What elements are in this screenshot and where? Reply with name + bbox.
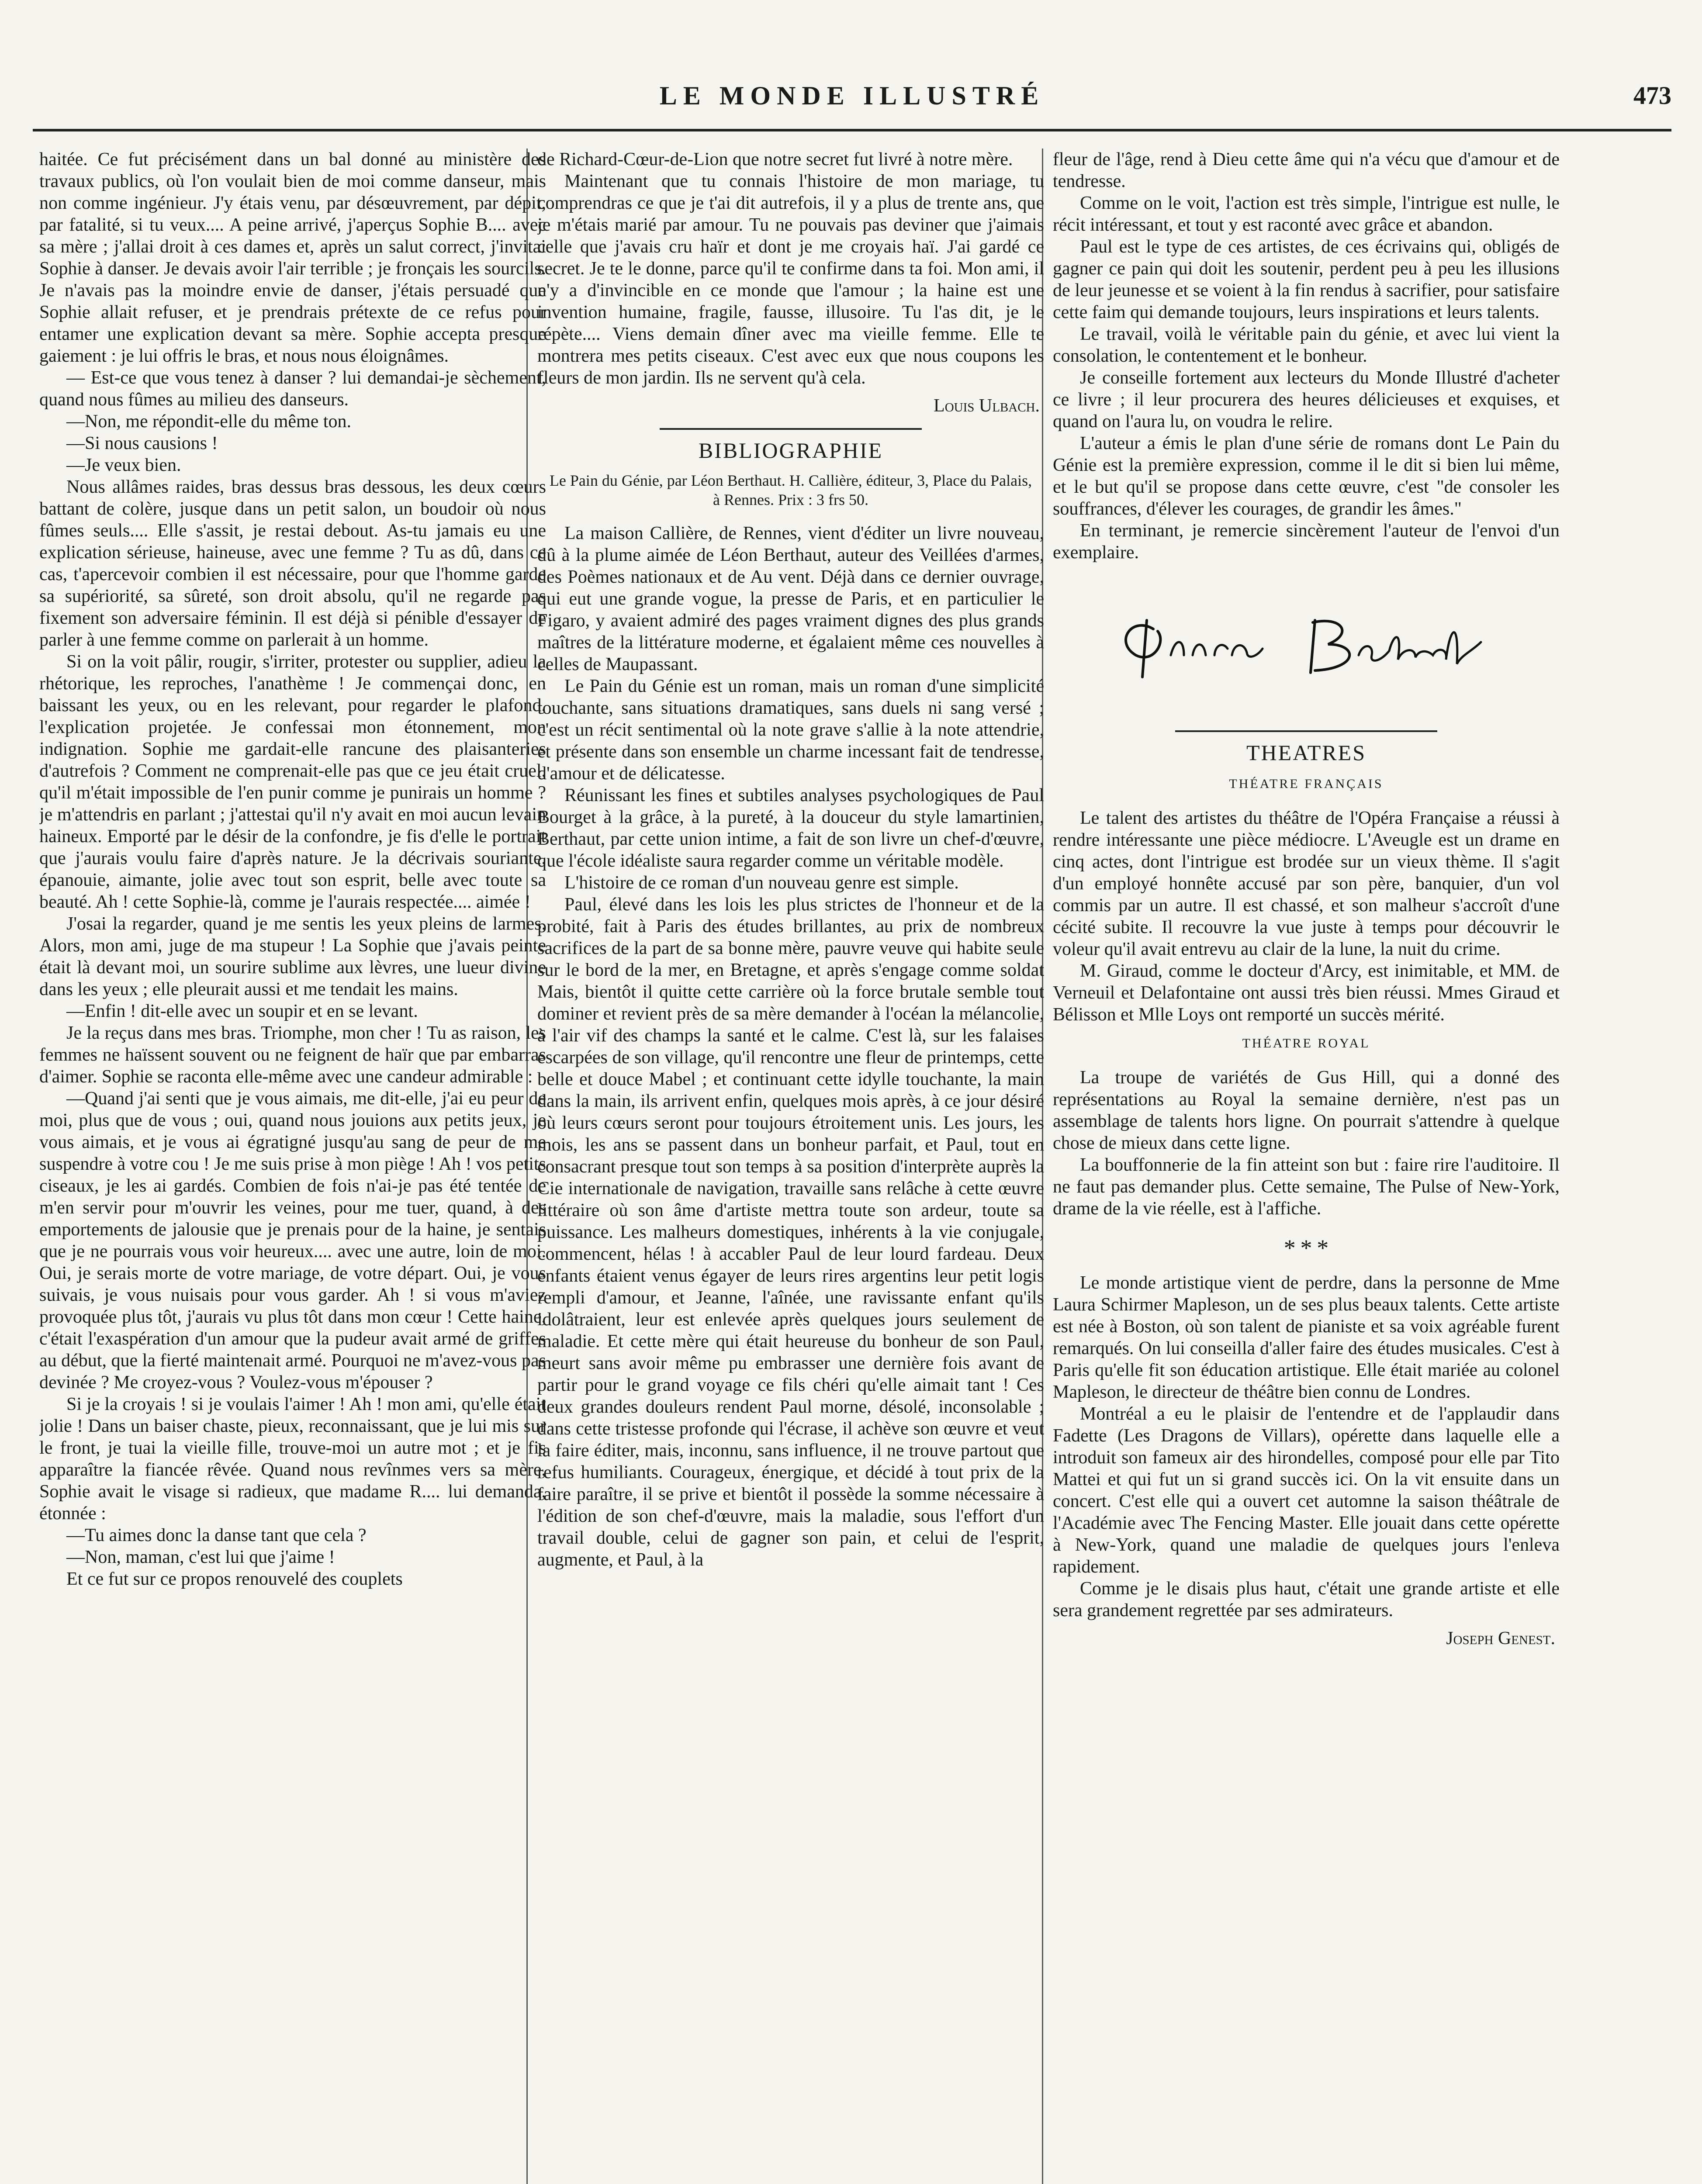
page-number: 473 — [1633, 81, 1671, 110]
paragraph: Si on la voit pâlir, rougir, s'irriter, protester ou supplier, adieu la rhétorique, les reproches, l'anathème ! Je commençai donc, en baissant les yeux, ou en les relevant, pour regarder le plafond, l'explication projetée. Je confessai mon étonnement, mon indignation. Sophie me gardait-elle rancune des plaisanteries d'autrefois ? Comment ne comprenait-elle pas que ce jeu était cruel, qu'il m'était impossible de l'en punir comme je punirais un homme ? je m'attendris en parlant ; j'attestai qu'il n'y avait en moi aucun levain haineux. Emporté par le désir de la confondre, je fis d'elle le portrait que j'aurais voulu faire d'après nature. Je la décrivais souriante, épanouie, aimante, jolie avec tout son esprit, belle avec toute sa beauté. Ah ! cette Sophie-là, comme je l'aurais respectée.... aimée ! — [39, 652, 546, 912]
column-2 — [537, 149, 1044, 2184]
asterism-divider: * * * — [1283, 1235, 1329, 1261]
paragraph: Réunissant les fines et subtiles analyses psychologiques de Paul Bourget à la grâce, à la pureté, à la douceur du style lamartinien, Berthaut, par cette union intime, a fait de son livre un chef-d'œuvre, que l'école idéaliste saura regarder comme un véritable modèle. — [537, 785, 1044, 871]
paragraph: —Enfin ! dit-elle avec un soupir et en se levant. — [66, 1001, 418, 1021]
paragraph: Maintenant que tu connais l'histoire de mon mariage, tu comprendras ce que je t'ai dit autrefois, il y a plus de trente ans, que je m'étais marié par amour. Tu ne pouvais pas deviner que j'aimais celle que j'avais cru haïr et dont je me croyais haï. J'ai gardé ce secret. Je te le donne, parce qu'il te confirme dans ta foi. Mon ami, il n'y a d'invincible en ce monde que l'amour ; la haine est une invention humaine, fragile, fausse, illusoire. Tu l'as dit, je le répète.... Viens demain dîner avec ma vieille femme. Elle te montrera mes petits ciseaux. C'est avec eux que nous coupons les fleurs de mon jardin. Ils ne servent qu'à cela. — [537, 171, 1044, 388]
paragraph: Je conseille fortement aux lecteurs du Monde Illustré d'acheter ce livre ; il leur procurera des heures délicieuses et exquises, et quand on l'aura lu, on voudra le relire. — [1053, 368, 1560, 432]
paragraph: Le Pain du Génie est un roman, mais un roman d'une simplicité touchante, sans situations dramatiques, sans duels ni sang versé ; c'est un récit sentimental où la note grave s'allie à la note attendrie, et présente dans son ensemble un charme incessant fait de tendresse, d'amour et de délicatesse. — [537, 676, 1044, 784]
paragraph: de Richard-Cœur-de-Lion que notre secret fut livré à notre mère. — [537, 149, 1013, 169]
column-3 — [1053, 149, 1560, 2184]
paragraph: La maison Callière, de Rennes, vient d'éditer un livre nouveau, dû à la plume aimée de Léon Berthaut, auteur des Veillées d'armes, des Poèmes nationaux et de Au vent. Déjà dans ce dernier ouvrage, qui eut une grande vogue, la presse de Paris, et en particulier le Figaro, y avaient admiré des pages vraiment dignes des plus grands maîtres de la littérature moderne, et égalaient même ces nouvelles à celles de Maupassant. — [537, 523, 1044, 674]
paragraph: M. Giraud, comme le docteur d'Arcy, est inimitable, et MM. de Verneuil et Delafontaine ont aussi très bien réussi. Mmes Giraud et Bélisson et Mlle Loys ont remporté un succès mérité. — [1053, 961, 1560, 1025]
paragraph: Le travail, voilà le véritable pain du génie, et avec lui vient la consolation, le contentement et le bonheur. — [1053, 324, 1560, 366]
paragraph: —Je veux bien. — [66, 455, 181, 475]
paragraph: —Quand j'ai senti que je vous aimais, me dit-elle, j'ai eu peur de moi, plus que de vous ; oui, quand nous jouions aux petits jeux, je vous aimais, et je vous ai égratigné jusqu'au sang de peur de me suspendre à votre cou ! Je me suis prise à mon piège ! Ah ! vos petits ciseaux, je les ai gardés. Combien de fois n'ai-je pas été tentée de m'en servir pour m'ouvrir les veines, pour me tuer, quand, à des emportements de jalousie que je prenais pour de la haine, je sentais que je ne pourrais vous voir heureux.... avec une autre, loin de moi. Oui, je serais morte de votre mariage, de votre départ. Oui, je vous suivais, je vous nuisais pour vous garder. Ah ! si vous m'aviez provoquée plus tôt, j'aurais vu plus tôt dans mon cœur ! Cette haine, c'était l'exaspération d'un amour que la pudeur avait armé de griffes au début, que la fierté maintenait armé. Pourquoi ne m'avez-vous pas devinée ? Me croyez-vous ? Voulez-vous m'épouser ? — [39, 1089, 546, 1393]
author-signature: Louis Ulbach. — [934, 396, 1040, 416]
paragraph: Le monde artistique vient de perdre, dans la personne de Mme Laura Schirmer Mapleson, un de ses plus beaux talents. Cette artiste est née à Boston, où son talent de pianiste et sa voix agréable furent remarqués. On lui conseilla d'aller faire des études musicales. C'est à Paris qu'elle fit son éducation artistique. Elle était mariée au colonel Mapleson, le directeur de théâtre bien connu de Londres. — [1053, 1273, 1560, 1402]
paragraph: L'auteur a émis le plan d'une série de romans dont Le Pain du Génie est la première expression, comme il le dit si bien lui même, et le but qu'il se propose dans cette œuvre, c'est "de consoler les souffrances, d'élever les courages, de grandir les âmes." — [1053, 433, 1560, 519]
paragraph: Paul, élevé dans les lois les plus strictes de l'honneur et de la probité, fait à Paris des études brillantes, au prix de nombreux sacrifices de la part de sa bonne mère, pauvre veuve qui habite seule sur le bord de la mer, en Bretagne, et après s'engage comme soldat Mais, bientôt il quitte cette carrière où la force brutale semble tout dominer et revient près de sa mère demander à l'océan la mélancolie, à l'air vif des champs la santé et le calme. C'est là, sur les falaises escarpées de son village, qu'il rencontre une fleur de printemps, cette belle et douce Mabel ; et continuant cette idylle touchante, la main dans la main, ils arrivent enfin, quelques mois après, à ce jour désiré où leurs cœurs seront pour toujours étroitement unis. Les jours, les mois, les ans se passent dans un bonheur parfait, et Paul, tout en consacrant presque tout son temps à sa position d'interprète auprès la Cie internationale de navigation, travaille sans relâche à cette œuvre littéraire où son âme d'artiste mettra toute son ardeur, toute sa puissance. Les malheurs domestiques, inhérents à la vie conjugale, commencent, hélas ! à accabler Paul de leur lourd fardeau. Deux enfants étaient venus égayer de leurs rires argentins leur petit logis rempli d'amour, et Jeanne, l'aînée, une ravissante enfant qu'ils idolâtraient, leur est enlevée après quelques jours seulement de maladie. Et cette mère qui était heureuse du bonheur de son Paul, meurt sans avoir même pu embrasser une dernière fois avant de partir pour le grand voyage ce fils chéri qu'elle aimait tant ! Ces deux grandes douleurs rendent Paul morne, désolé, inconsolable ; dans cette tristesse profonde qui l'écrase, il achève son œuvre et veut la faire éditer, mais, inconnu, sans influence, il ne trouve partout que refus humiliants. Courageux, énergique, et décidé à tout prix de la faire paraître, il se prive et bientôt il possède la somme nécessaire à l'édition de son chef-d'œuvre, mais la maladie, sous l'effort d'un travail double, celui de gagner son pain, et celui de l'esprit, augmente, et Paul, à la — [537, 895, 1044, 1570]
book-reference: Le Pain du Génie, par Léon Berthaut. H. Callière, éditeur, 3, Place du Palais, à Rennes. Prix : 3 frs 50. — [549, 472, 1032, 508]
paragraph: Nous allâmes raides, bras dessus bras dessous, les deux cœurs battant de colère, jusque dans un petit salon, un boudoir où nous fûmes seuls.... Elle s'assit, je restai debout. As-tu jamais eu une explication sérieuse, haineuse, avec une femme ? Tu as dû, dans ce cas, t'apercevoir combien il est nécessaire, pour que l'homme garde sa supériorité, sa sûreté, son droit absolu, qu'il ne regarde pas fixement son adversaire féminin. Il est déjà si pénible d'essayer de parler à une femme comme on parlerait à un homme. — [39, 477, 546, 650]
paragraph: La bouffonnerie de la fin atteint son but : faire rire l'auditoire. Il ne faut pas demander plus. Cette semaine, The Pulse of New-York, drame de la vie réelle, est à l'affiche. — [1053, 1155, 1560, 1219]
section-divider — [1175, 730, 1437, 732]
paragraph: —Non, me répondit-elle du même ton. — [66, 411, 352, 432]
paragraph: Montréal a eu le plaisir de l'entendre et de l'applaudir dans Fadette (Les Dragons de Villars), opérette dans laquelle elle a introduit son fameux air des hirondelles, composé pour elle par Tito Mattei et qui fut un si grand succès ici. On la vit ensuite dans un concert. C'est elle qui a ouvert cet automne la saison théâtrale de l'Académie avec The Fencing Master. Elle jouait dans cette opérette à New-York, quand une maladie de quelques jours l'enleva rapidement. — [1053, 1404, 1560, 1577]
paragraph: —Non, maman, c'est lui que j'aime ! — [66, 1547, 335, 1567]
paragraph: Comme on le voit, l'action est très simple, l'intrigue est nulle, le récit intéressant, et tout y est raconté avec grâce et abandon. — [1053, 193, 1560, 235]
section-title-bibliographie: BIBLIOGRAPHIE — [698, 438, 883, 463]
subsection-title-theatre-royal: THÉATRE ROYAL — [1242, 1036, 1370, 1051]
paragraph: Et ce fut sur ce propos renouvelé des couplets — [66, 1569, 403, 1589]
paragraph: Le talent des artistes du théâtre de l'Opéra Française a réussi à rendre intéressante une pièce médiocre. L'Aveugle est un drame en cinq actes, dont l'intrigue est brodée sur un vieux thème. Il s'agit d'un employé honnête accusé par son père, banquier, d'un vol commis par un autre. Il est chassé, et son malheur s'accroît d'une cécité subite. Il recouvre la vue juste à temps pour découvrir le voleur qu'il avait entrevu au clair de la lune, la nuit du crime. — [1053, 808, 1560, 959]
section-divider — [660, 428, 922, 430]
running-head — [33, 81, 1671, 131]
paragraph: Comme je le disais plus haut, c'était une grande artiste et elle sera grandement regrettée par ses admirateurs. — [1053, 1579, 1560, 1621]
paragraph: fleur de l'âge, rend à Dieu cette âme qui n'a vécu que d'amour et de tendresse. — [1053, 149, 1560, 191]
section-title-theatres: THEATRES — [1246, 740, 1366, 765]
paragraph: Si je la croyais ! si je voulais l'aimer ! Ah ! mon ami, qu'elle était jolie ! Dans un baiser chaste, pieux, reconnaissant, que je lui mis sur le front, je tuai la vieille fille, trouve-moi un autre mot ; et je fis apparaître la fiancée rêvée. Quand nous revînmes vers sa mère, Sophie avait le visage si radieux, que madame R.... lui demanda, étonnée : — [39, 1394, 546, 1524]
column-1 — [39, 149, 546, 2184]
paragraph: —Si nous causions ! — [66, 433, 218, 453]
subsection-title-theatre-francais: THÉATRE FRANÇAIS — [1229, 777, 1384, 791]
paragraph: — Est-ce que vous tenez à danser ? lui demandai-je sèchement, quand nous fûmes au milieu des danseurs. — [39, 368, 546, 410]
masthead-title: LE MONDE ILLUSTRÉ — [659, 81, 1045, 110]
paragraph: J'osai la regarder, quand je me sentis les yeux pleins de larmes. Alors, mon ami, juge de ma stupeur ! La Sophie que j'avais peinte était là devant moi, un sourire sublime aux lèvres, une lueur divine dans les yeux ; elle pleurait aussi et me tendait les mains. — [39, 914, 546, 999]
paragraph: La troupe de variétés de Gus Hill, qui a donné des représentations au Royal la semaine dernière, n'est pas un assemblage de talents hors ligne. On pourrait s'attendre à quelque chose de mieux dans cette ligne. — [1053, 1068, 1560, 1153]
paragraph: Paul est le type de ces artistes, de ces écrivains qui, obligés de gagner ce pain qui doit les soutenir, perdent peu à peu les illusions de leur jeunesse et se voient à la fin rendus à sacrifier, pour satisfaire cette faim qui demande toujours, leurs inspirations et leurs talents. — [1053, 237, 1560, 322]
handwritten-signature — [1053, 590, 1560, 695]
author-signature: Joseph Genest. — [1446, 1628, 1555, 1648]
paragraph: L'histoire de ce roman d'un nouveau genre est simple. — [564, 873, 959, 893]
paragraph: —Tu aimes donc la danse tant que cela ? — [66, 1525, 367, 1545]
paragraph: haitée. Ce fut précisément dans un bal donné au ministère des travaux publics, où l'on voulait bien de moi comme danseur, mais non comme ingénieur. J'y étais venu, par désœuvrement, par dépit, par fatalité, si tu veux.... A peine arrivé, j'aperçus Sophie B.... avec sa mère ; j'allai droit à ces dames et, après un salut correct, j'invitai Sophie à danser. Je devais avoir l'air terrible ; je fronçais les sourcils. Je n'avais pas la moindre envie de danser, j'étais persuadé que Sophie allait refuser, et je prendrais prétexte de ce refus pour entamer une explication devant sa mère. Sophie accepta presque gaiement : je lui offris le bras, et nous nous éloignâmes. — [39, 149, 546, 366]
paragraph: En terminant, je remercie sincèrement l'auteur de l'envoi d'un exemplaire. — [1053, 521, 1560, 563]
paragraph: Je la reçus dans mes bras. Triomphe, mon cher ! Tu as raison, les femmes ne haïssent souvent ou ne feignent de haïr que par embarras d'aimer. Sophie se raconta elle-même avec une candeur admirable : — [39, 1023, 546, 1087]
